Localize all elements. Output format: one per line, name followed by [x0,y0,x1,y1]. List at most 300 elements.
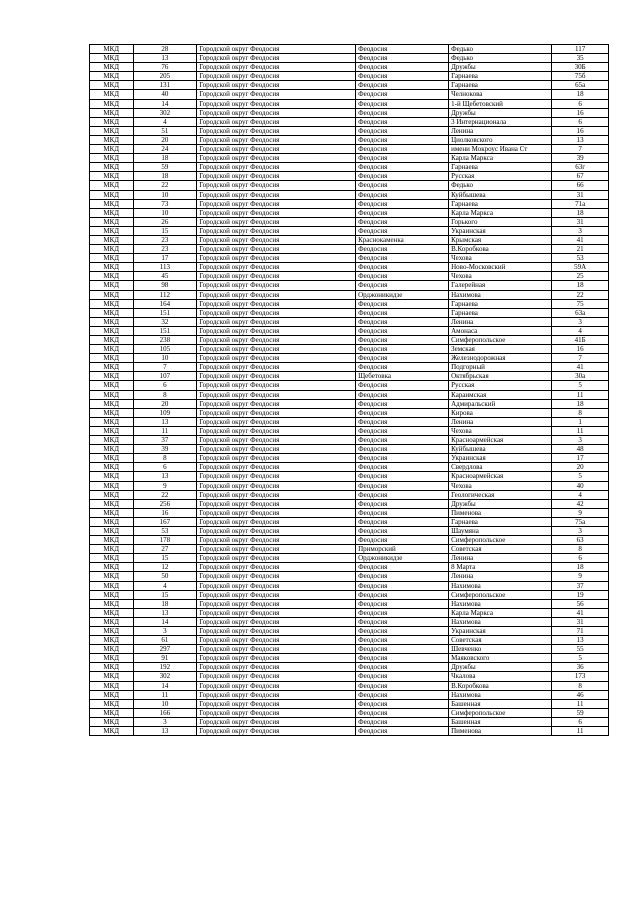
number-cell: 14 [133,681,197,690]
street-cell: Украинская [449,454,552,463]
district-cell: Городской округ Феодосия [197,572,356,581]
table-row [90,508,609,517]
type-cell: МКД [90,117,134,126]
house-cell: 48 [552,445,609,454]
locality-cell: Феодосия [356,299,449,308]
type-cell: МКД [90,463,134,472]
district-cell: Городской округ Феодосия [197,717,356,726]
type-cell: МКД [90,499,134,508]
district-cell: Городской округ Феодосия [197,308,356,317]
street-cell: Симферопольское [449,336,552,345]
district-cell: Городской округ Феодосия [197,81,356,90]
district-cell: Городской округ Феодосия [197,245,356,254]
number-cell: 13 [133,417,197,426]
number-cell: 50 [133,572,197,581]
type-cell: МКД [90,690,134,699]
locality-cell: Феодосия [356,226,449,235]
district-cell: Городской округ Феодосия [197,145,356,154]
district-cell: Городской округ Феодосия [197,381,356,390]
locality-cell: Феодосия [356,472,449,481]
type-cell: МКД [90,617,134,626]
locality-cell: Феодосия [356,145,449,154]
locality-cell: Феодосия [356,181,449,190]
number-cell: 13 [133,608,197,617]
house-cell: 4 [552,326,609,335]
type-cell: МКД [90,481,134,490]
locality-cell: Феодосия [356,363,449,372]
street-cell: Ленина [449,417,552,426]
number-cell: 3 [133,627,197,636]
house-cell: 59А [552,263,609,272]
table-row [90,190,609,199]
street-cell: Железнодорожная [449,354,552,363]
house-cell: 75 [552,299,609,308]
type-cell: МКД [90,399,134,408]
type-cell: МКД [90,426,134,435]
house-cell: 9 [552,572,609,581]
number-cell: 32 [133,317,197,326]
table-row [90,181,609,190]
number-cell: 10 [133,354,197,363]
number-cell: 205 [133,72,197,81]
district-cell: Городской округ Феодосия [197,681,356,690]
house-cell: 3 [552,526,609,535]
type-cell: МКД [90,536,134,545]
street-cell: Свердлова [449,463,552,472]
number-cell: 10 [133,208,197,217]
house-cell: 31 [552,217,609,226]
type-cell: МКД [90,554,134,563]
housing-table [89,44,609,736]
locality-cell: Феодосия [356,54,449,63]
type-cell: МКД [90,72,134,81]
locality-cell: Феодосия [356,699,449,708]
number-cell: 16 [133,508,197,517]
table-row [90,554,609,563]
district-cell: Городской округ Феодосия [197,508,356,517]
locality-cell: Феодосия [356,536,449,545]
number-cell: 7 [133,363,197,372]
street-cell: Дружбы [449,63,552,72]
number-cell: 178 [133,536,197,545]
table-row [90,727,609,736]
table-row [90,145,609,154]
number-cell: 167 [133,517,197,526]
table-row [90,690,609,699]
type-cell: МКД [90,190,134,199]
house-cell: 4 [552,490,609,499]
number-cell: 10 [133,699,197,708]
table-row [90,317,609,326]
house-cell: 6 [552,99,609,108]
number-cell: 40 [133,90,197,99]
locality-cell: Феодосия [356,708,449,717]
street-cell: Ленина [449,126,552,135]
table-row [90,636,609,645]
street-cell: Чкалова [449,672,552,681]
street-cell: Пименова [449,727,552,736]
table-row [90,363,609,372]
table-row [90,354,609,363]
district-cell: Городской округ Феодосия [197,463,356,472]
locality-cell: Феодосия [356,117,449,126]
table-row [90,417,609,426]
number-cell: 238 [133,336,197,345]
locality-cell: Приморский [356,545,449,554]
district-cell: Городской округ Феодосия [197,727,356,736]
street-cell: 1-й Щебетовский [449,99,552,108]
street-cell: Русская [449,381,552,390]
locality-cell: Феодосия [356,190,449,199]
house-cell: 40 [552,481,609,490]
type-cell: МКД [90,208,134,217]
type-cell: МКД [90,490,134,499]
district-cell: Городской округ Феодосия [197,345,356,354]
street-cell: Земская [449,345,552,354]
district-cell: Городской округ Феодосия [197,536,356,545]
type-cell: МКД [90,708,134,717]
street-cell: Дружбы [449,663,552,672]
district-cell: Городской округ Феодосия [197,554,356,563]
type-cell: МКД [90,654,134,663]
type-cell: МКД [90,308,134,317]
type-cell: МКД [90,126,134,135]
house-cell: 41 [552,363,609,372]
house-cell: 41Б [552,336,609,345]
house-cell: 63 [552,536,609,545]
house-cell: 8 [552,681,609,690]
table-row [90,708,609,717]
house-cell: 3 [552,436,609,445]
type-cell: МКД [90,717,134,726]
house-cell: 13 [552,135,609,144]
type-cell: МКД [90,417,134,426]
number-cell: 302 [133,672,197,681]
table-row [90,263,609,272]
locality-cell: Феодосия [356,663,449,672]
table-row [90,454,609,463]
locality-cell: Феодосия [356,627,449,636]
table-row [90,426,609,435]
number-cell: 113 [133,263,197,272]
district-cell: Городской округ Феодосия [197,54,356,63]
house-cell: 66 [552,181,609,190]
table-row [90,463,609,472]
district-cell: Городской округ Феодосия [197,599,356,608]
locality-cell: Краснокаменка [356,235,449,244]
street-cell: Галерейная [449,281,552,290]
street-cell: Украинская [449,226,552,235]
locality-cell: Феодосия [356,463,449,472]
number-cell: 13 [133,727,197,736]
number-cell: 61 [133,636,197,645]
table-row [90,617,609,626]
district-cell: Городской округ Феодосия [197,408,356,417]
district-cell: Городской округ Феодосия [197,208,356,217]
table-row [90,408,609,417]
table-row [90,308,609,317]
table-row [90,436,609,445]
district-cell: Городской округ Феодосия [197,181,356,190]
street-cell: Подгорный [449,363,552,372]
house-cell: 30Б [552,63,609,72]
type-cell: МКД [90,135,134,144]
locality-cell: Феодосия [356,381,449,390]
locality-cell: Орджоникидзе [356,290,449,299]
locality-cell: Щебетовка [356,372,449,381]
district-cell: Городской округ Феодосия [197,317,356,326]
table-row [90,245,609,254]
street-cell: имени Мокроус Ивана Ст [449,145,552,154]
street-cell: Геологическая [449,490,552,499]
table-row [90,81,609,90]
district-cell: Городской округ Феодосия [197,399,356,408]
house-cell: 41 [552,235,609,244]
district-cell: Городской округ Феодосия [197,235,356,244]
street-cell: В.Коробкова [449,681,552,690]
street-cell: Гарнаева [449,72,552,81]
street-cell: Челнокова [449,90,552,99]
district-cell: Городской округ Феодосия [197,281,356,290]
street-cell: Адмиральский [449,399,552,408]
street-cell: Куйбышева [449,445,552,454]
number-cell: 53 [133,526,197,535]
house-cell: 9 [552,508,609,517]
street-cell: 8 Марта [449,563,552,572]
street-cell: Нахимова [449,290,552,299]
house-cell: 11 [552,390,609,399]
locality-cell: Феодосия [356,445,449,454]
table-row [90,563,609,572]
locality-cell: Феодосия [356,199,449,208]
house-cell: 42 [552,499,609,508]
locality-cell: Феодосия [356,608,449,617]
street-cell: Советская [449,545,552,554]
locality-cell: Феодосия [356,717,449,726]
number-cell: 20 [133,135,197,144]
district-cell: Городской округ Феодосия [197,417,356,426]
type-cell: МКД [90,90,134,99]
district-cell: Городской округ Феодосия [197,526,356,535]
type-cell: МКД [90,326,134,335]
house-cell: 11 [552,727,609,736]
locality-cell: Феодосия [356,636,449,645]
district-cell: Городской округ Феодосия [197,517,356,526]
type-cell: МКД [90,581,134,590]
locality-cell: Феодосия [356,317,449,326]
house-cell: 67 [552,172,609,181]
type-cell: МКД [90,45,134,54]
street-cell: Украинская [449,627,552,636]
street-cell: Гарнаева [449,163,552,172]
locality-cell: Феодосия [356,336,449,345]
street-cell: Гарнаева [449,308,552,317]
street-cell: Федько [449,181,552,190]
type-cell: МКД [90,372,134,381]
number-cell: 6 [133,381,197,390]
type-cell: МКД [90,172,134,181]
locality-cell: Феодосия [356,572,449,581]
number-cell: 4 [133,117,197,126]
district-cell: Городской округ Феодосия [197,699,356,708]
house-cell: 6 [552,717,609,726]
locality-cell: Феодосия [356,154,449,163]
table-row [90,217,609,226]
type-cell: МКД [90,272,134,281]
locality-cell: Феодосия [356,581,449,590]
number-cell: 107 [133,372,197,381]
house-cell: 18 [552,399,609,408]
street-cell: Башенная [449,699,552,708]
number-cell: 8 [133,390,197,399]
locality-cell: Феодосия [356,99,449,108]
locality-cell: Феодосия [356,481,449,490]
table-row [90,681,609,690]
number-cell: 256 [133,499,197,508]
district-cell: Городской округ Феодосия [197,690,356,699]
locality-cell: Феодосия [356,81,449,90]
number-cell: 14 [133,617,197,626]
street-cell: Красноармейская [449,436,552,445]
district-cell: Городской округ Феодосия [197,163,356,172]
table-row [90,290,609,299]
number-cell: 37 [133,436,197,445]
locality-cell: Феодосия [356,672,449,681]
house-cell: 18 [552,90,609,99]
street-cell: Циолковского [449,135,552,144]
type-cell: МКД [90,217,134,226]
locality-cell: Феодосия [356,417,449,426]
locality-cell: Феодосия [356,281,449,290]
district-cell: Городской округ Феодосия [197,172,356,181]
type-cell: МКД [90,281,134,290]
district-cell: Городской округ Феодосия [197,627,356,636]
locality-cell: Феодосия [356,681,449,690]
street-cell: 3 Интернационала [449,117,552,126]
table-row [90,254,609,263]
number-cell: 166 [133,708,197,717]
house-cell: 71а [552,199,609,208]
locality-cell: Феодосия [356,354,449,363]
district-cell: Городской округ Феодосия [197,226,356,235]
number-cell: 297 [133,645,197,654]
locality-cell: Феодосия [356,563,449,572]
house-cell: 7 [552,354,609,363]
type-cell: МКД [90,345,134,354]
locality-cell: Феодосия [356,390,449,399]
district-cell: Городской округ Феодосия [197,490,356,499]
house-cell: 3 [552,226,609,235]
street-cell: Советская [449,636,552,645]
table-row [90,654,609,663]
number-cell: 28 [133,45,197,54]
house-cell: 7 [552,145,609,154]
table-row [90,99,609,108]
street-cell: Амонаса [449,326,552,335]
number-cell: 27 [133,545,197,554]
street-cell: Дружбы [449,108,552,117]
number-cell: 20 [133,399,197,408]
type-cell: МКД [90,608,134,617]
district-cell: Городской округ Феодосия [197,372,356,381]
table-row [90,345,609,354]
street-cell: Шевченко [449,645,552,654]
district-cell: Городской округ Феодосия [197,135,356,144]
locality-cell: Феодосия [356,426,449,435]
house-cell: 65а [552,81,609,90]
table-row [90,281,609,290]
type-cell: МКД [90,235,134,244]
district-cell: Городской округ Феодосия [197,608,356,617]
district-cell: Городской округ Феодосия [197,326,356,335]
number-cell: 109 [133,408,197,417]
number-cell: 14 [133,99,197,108]
table-row [90,108,609,117]
locality-cell: Феодосия [356,436,449,445]
street-cell: Нахимова [449,599,552,608]
table-row [90,663,609,672]
house-cell: 1 [552,417,609,426]
district-cell: Городской округ Феодосия [197,481,356,490]
street-cell: В.Коробкова [449,245,552,254]
district-cell: Городской округ Феодосия [197,590,356,599]
table-row [90,90,609,99]
street-cell: Нахимова [449,617,552,626]
number-cell: 10 [133,190,197,199]
house-cell: 13 [552,636,609,645]
type-cell: МКД [90,727,134,736]
table-row [90,517,609,526]
house-cell: 5 [552,472,609,481]
house-cell: 17 [552,454,609,463]
house-cell: 63г [552,163,609,172]
type-cell: МКД [90,545,134,554]
house-cell: 56 [552,599,609,608]
table-row [90,326,609,335]
district-cell: Городской округ Феодосия [197,545,356,554]
locality-cell: Феодосия [356,326,449,335]
number-cell: 3 [133,717,197,726]
street-cell: Гарнаева [449,199,552,208]
district-cell: Городской округ Феодосия [197,363,356,372]
house-cell: 22 [552,290,609,299]
street-cell: Пименова [449,508,552,517]
number-cell: 23 [133,235,197,244]
street-cell: Чехова [449,426,552,435]
district-cell: Городской округ Феодосия [197,336,356,345]
number-cell: 15 [133,554,197,563]
locality-cell: Феодосия [356,654,449,663]
table-row [90,526,609,535]
number-cell: 112 [133,290,197,299]
table-row [90,272,609,281]
type-cell: МКД [90,454,134,463]
table-row [90,581,609,590]
locality-cell: Феодосия [356,208,449,217]
locality-cell: Феодосия [356,45,449,54]
table-row [90,672,609,681]
street-cell: Карла Маркса [449,208,552,217]
table-row [90,299,609,308]
district-cell: Городской округ Феодосия [197,708,356,717]
locality-cell: Феодосия [356,263,449,272]
district-cell: Городской округ Феодосия [197,436,356,445]
house-cell: 36 [552,663,609,672]
type-cell: МКД [90,672,134,681]
locality-cell: Феодосия [356,690,449,699]
number-cell: 131 [133,81,197,90]
table-row [90,381,609,390]
